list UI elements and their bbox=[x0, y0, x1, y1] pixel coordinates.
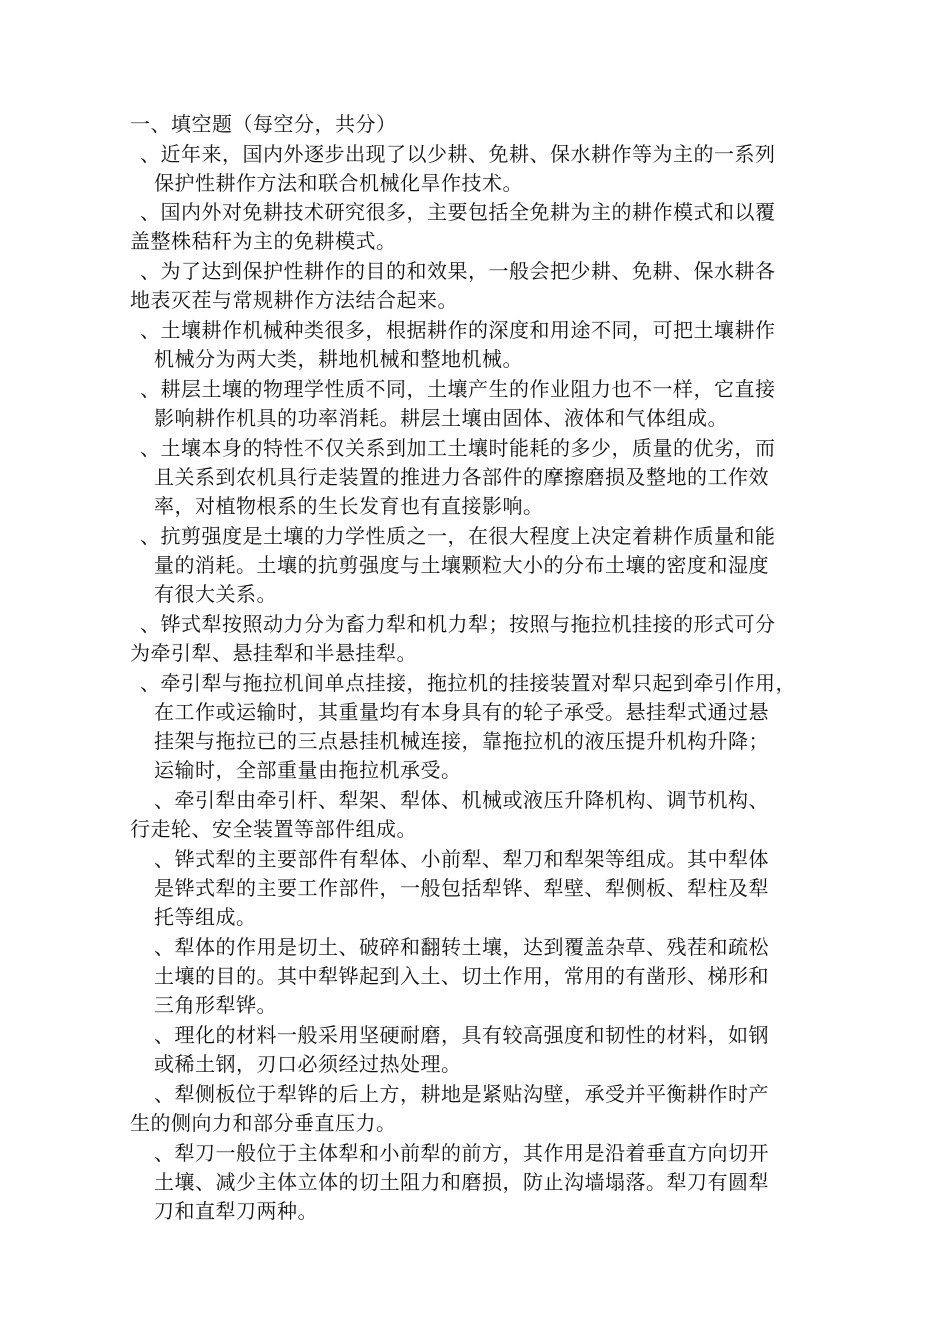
item-6-line-2: 且关系到农机具行走装置的推进力各部件的摩擦磨损及整地的工作效 bbox=[154, 465, 769, 489]
item-9-line-2: 在工作或运输时，其重量均有本身具有的轮子承受。悬挂犁式通过悬 bbox=[154, 700, 769, 724]
item-14-line-2: 生的侧向力和部分垂直压力。 bbox=[130, 1111, 397, 1135]
item-11-line-3: 托等组成。 bbox=[154, 905, 257, 929]
item-8-line-1: 、铧式犁按照动力分为畜力犁和机力犁；按照与拖拉机挂接的形式可分 bbox=[140, 612, 776, 636]
item-11-line-1: 、铧式犁的主要部件有犁体、小前犁、犁刀和犁架等组成。其中犁体 bbox=[154, 847, 769, 871]
item-5-line-1: 、耕层土壤的物理学性质不同，土壤产生的作业阻力也不一样，它直接 bbox=[140, 377, 776, 401]
item-12-line-3: 三角形犁铧。 bbox=[154, 993, 277, 1017]
section-heading: 一、填空题（每空分，共分） bbox=[130, 112, 397, 136]
item-10-line-1: 、牵引犁由牵引杆、犁架、犁体、机械或液压升降机构、调节机构、 bbox=[154, 788, 769, 812]
item-9-line-3: 挂架与拖拉已的三点悬挂机械连接，靠拖拉机的液压提升机构升降； bbox=[154, 729, 769, 753]
item-13-line-2: 或稀土钢，刃口必须经过热处理。 bbox=[154, 1052, 462, 1076]
item-5-line-2: 影响耕作机具的功率消耗。耕层土壤由固体、液体和气体组成。 bbox=[154, 406, 728, 430]
item-15-line-3: 刀和直犁刀两种。 bbox=[154, 1199, 318, 1223]
item-7-line-2: 量的消耗。土壤的抗剪强度与土壤颗粒大小的分布土壤的密度和湿度 bbox=[154, 553, 769, 577]
item-15-line-2: 土壤、减少主体立体的切土阻力和磨损，防止沟墙塌落。犁刀有圆犁 bbox=[154, 1170, 769, 1194]
item-12-line-1: 、犁体的作用是切土、破碎和翻转土壤，达到覆盖杂草、残茬和疏松 bbox=[154, 935, 769, 959]
item-9-line-4: 运输时，全部重量由拖拉机承受。 bbox=[154, 758, 462, 782]
item-2-line-2: 盖整株秸秆为主的免耕模式。 bbox=[130, 229, 397, 253]
item-8-line-2: 为牵引犁、悬挂犁和半悬挂犁。 bbox=[130, 641, 417, 665]
item-9-line-1: 、牵引犁与拖拉机间单点挂接，拖拉机的挂接装置对犁只起到牵引作用， bbox=[140, 671, 796, 695]
item-13-line-1: 、理化的材料一般采用坚硬耐磨，具有较高强度和韧性的材料，如钢 bbox=[154, 1023, 769, 1047]
item-6-line-3: 率，对植物根系的生长发育也有直接影响。 bbox=[154, 494, 544, 518]
item-15-line-1: 、犁刀一般位于主体犁和小前犁的前方，其作用是沿着垂直方向切开 bbox=[154, 1141, 769, 1165]
item-2-line-1: 、国内外对免耕技术研究很多，主要包括全免耕为主的耕作模式和以覆 bbox=[140, 200, 776, 224]
item-1-line-1: 、近年来，国内外逐步出现了以少耕、免耕、保水耕作等为主的一系列 bbox=[140, 142, 776, 166]
item-12-line-2: 土壤的目的。其中犁铧起到入土、切土作用，常用的有凿形、梯形和 bbox=[154, 964, 769, 988]
item-1-line-2: 保护性耕作方法和联合机械化旱作技术。 bbox=[154, 171, 523, 195]
item-11-line-2: 是铧式犁的主要工作部件，一般包括犁铧、犁壁、犁侧板、犁柱及犁 bbox=[154, 876, 769, 900]
item-3-line-1: 、为了达到保护性耕作的目的和效果，一般会把少耕、免耕、保水耕各 bbox=[140, 259, 776, 283]
item-7-line-3: 有很大关系。 bbox=[154, 582, 277, 606]
item-3-line-2: 地表灭茬与常规耕作方法结合起来。 bbox=[130, 288, 458, 312]
item-10-line-2: 行走轮、安全装置等部件组成。 bbox=[130, 817, 417, 841]
item-4-line-1: 、土壤耕作机械种类很多，根据耕作的深度和用途不同，可把土壤耕作 bbox=[140, 318, 776, 342]
item-4-line-2: 机械分为两大类，耕地机械和整地机械。 bbox=[154, 347, 523, 371]
item-6-line-1: 、土壤本身的特性不仅关系到加工土壤时能耗的多少，质量的优劣，而 bbox=[140, 436, 776, 460]
item-14-line-1: 、犁侧板位于犁铧的后上方，耕地是紧贴沟壁，承受并平衡耕作时产 bbox=[154, 1082, 769, 1106]
item-7-line-1: 、抗剪强度是土壤的力学性质之一，在很大程度上决定着耕作质量和能 bbox=[140, 524, 776, 548]
